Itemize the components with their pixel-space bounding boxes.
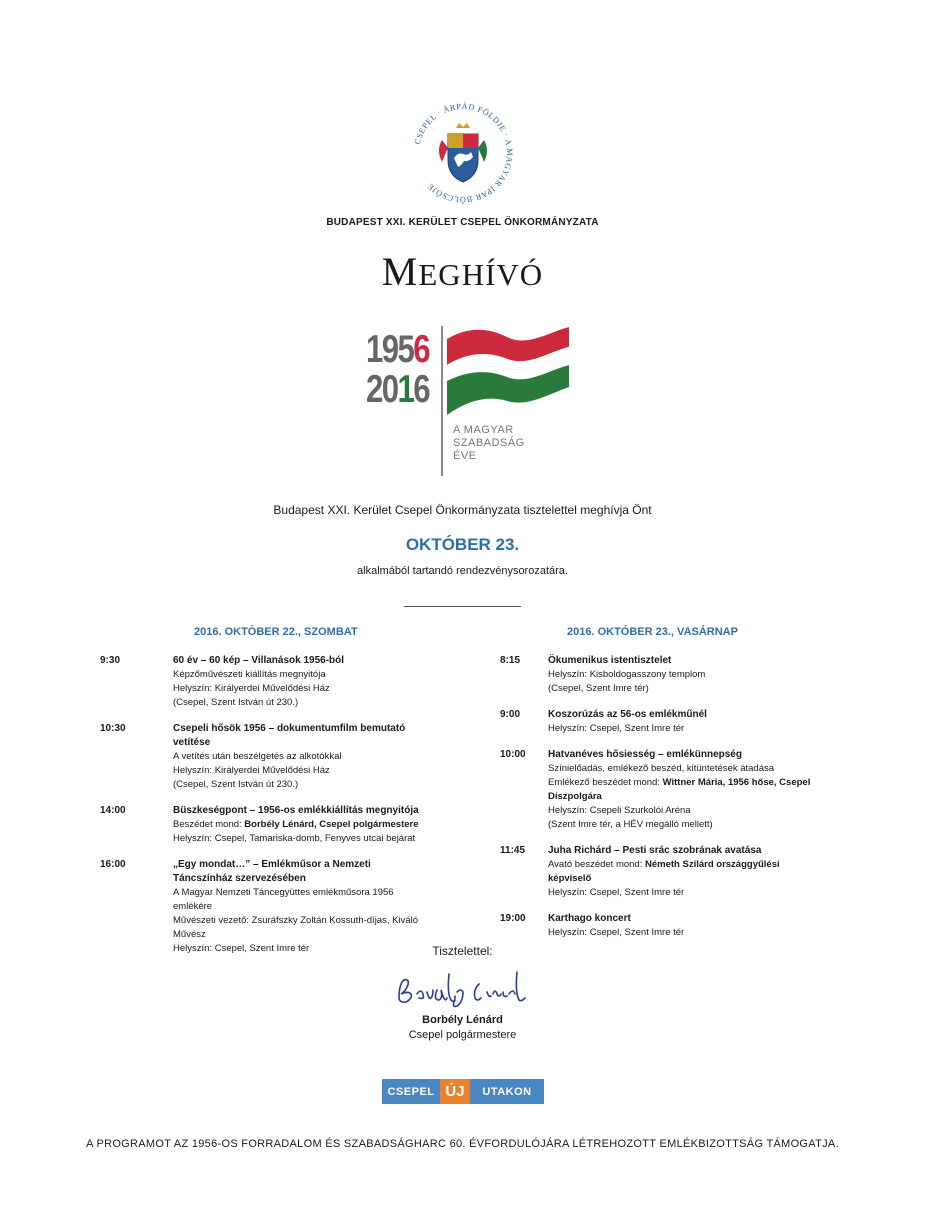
event-time: 10:00: [500, 749, 526, 760]
event-time: 16:00: [100, 859, 126, 870]
schedule-event: [500, 748, 820, 832]
event-detail: Művészeti vezető: Zsuráfszky Zoltán Kossuth-díjas, Kiváló Művész: [173, 915, 418, 940]
event-detail: Avató beszédet mond: Németh Szilárd országgyűlési képviselő: [548, 859, 780, 884]
event-detail: (Csepel, Szent Imre tér): [548, 683, 649, 694]
schedule-event: [500, 912, 820, 940]
event-detail: Helyszín: Csepeli Szurkolói Aréna: [548, 805, 691, 816]
event-title: Csepeli hősök 1956 – dokumentumfilm bemutató vetítése: [173, 723, 406, 748]
signer-role: Csepel polgármestere: [408, 1029, 517, 1041]
signer-name: Borbély Lénárd: [422, 1014, 503, 1026]
organization-name: BUDAPEST XXI. KERÜLET CSEPEL ÖNKORMÁNYZATA: [326, 217, 599, 228]
event-title: Juha Richárd – Pesti srác szobrának avatása: [548, 845, 762, 856]
divider-line: [404, 606, 521, 607]
event-detail: Helyszín: Csepel, Szent Imre tér: [173, 943, 310, 954]
footer-note: A PROGRAMOT AZ 1956-OS FORRADALOM ÉS SZABADSÁGHARC 60. ÉVFORDULÓJÁRA LÉTREHOZOTT EMLÉKBIZOTTSÁG TÁMOGATJA.: [86, 1138, 839, 1150]
day-heading-saturday: 2016. OKTÓBER 22., SZOMBAT: [194, 626, 358, 638]
event-detail: Helyszín: Királyerdei Művelődési Ház: [173, 765, 330, 776]
schedule-sunday: [500, 654, 820, 952]
schedule-event: [100, 858, 420, 956]
logo-divider: [441, 326, 443, 476]
event-detail: Emlékező beszédet mond: Wittner Mária, 1956 hőse, Csepel Díszpolgára: [548, 777, 811, 802]
event-detail: A vetítés után beszélgetés az alkotókkal: [173, 751, 342, 762]
schedule-event: [500, 708, 820, 736]
event-time: 8:15: [500, 655, 521, 666]
day-heading-sunday: 2016. OKTÓBER 23., VASÁRNAP: [567, 626, 738, 638]
schedule-event: [500, 844, 820, 900]
hungarian-flag-graphic: [447, 325, 569, 417]
logo-motto: A MAGYAR SZABADSÁG ÉVE: [453, 424, 525, 462]
schedule-saturday: [100, 654, 420, 968]
event-detail: Helyszín: Csepel, Szent Imre tér: [548, 723, 685, 734]
brand-part-3: UTAKON: [470, 1079, 544, 1104]
event-detail: Képzőművészeti kiállítás megnyitója: [173, 669, 326, 680]
event-detail: Helyszín: Csepel, Szent Imre tér: [548, 927, 685, 938]
event-detail: Helyszín: Csepel, Tamariska-domb, Fenyves utcai bejárat: [173, 833, 416, 844]
schedule-event: [100, 654, 420, 710]
handwritten-signature: [393, 964, 533, 1014]
crest-ring-text: CSEPEL · ÁRPÁD FÖLDJE · A MAGYAR IPAR BÖLCSŐJE: [412, 101, 515, 205]
schedule-event: [100, 722, 420, 792]
page-title: [0, 248, 925, 295]
event-date: OKTÓBER 23.: [405, 535, 520, 554]
event-title: Koszorúzás az 56-os emlékműnél: [548, 709, 707, 720]
event-title: Karthago koncert: [548, 913, 631, 924]
csepel-crest-logo: [408, 98, 518, 208]
event-detail: Helyszín: Csepel, Szent Imre tér: [548, 887, 685, 898]
event-detail: (Csepel, Szent István út 230.): [173, 779, 299, 790]
event-detail: Beszédet mond: Borbély Lénárd, Csepel polgármestere: [173, 819, 419, 830]
event-time: 9:30: [100, 655, 121, 666]
brand-part-2: ÚJ: [440, 1079, 470, 1104]
schedule-event: [500, 654, 820, 696]
event-title: Büszkeségpont – 1956-os emlékkiállítás megnyitója: [173, 805, 419, 816]
event-time: 14:00: [100, 805, 126, 816]
schedule-event: [100, 804, 420, 846]
event-title: Ökumenikus istentisztelet: [548, 655, 672, 666]
event-detail: Színielőadás, emlékező beszéd, kitüntetések átadása: [548, 763, 775, 774]
event-title: 60 év – 60 kép – Villanások 1956-ból: [173, 655, 345, 666]
closing-regards: Tisztelettel:: [432, 944, 493, 958]
csepel-uj-utakon-logo: [382, 1079, 544, 1104]
event-time: 11:45: [500, 845, 526, 856]
event-detail: Helyszín: Kisboldogasszony templom: [548, 669, 706, 680]
title-first-letter: M: [381, 249, 419, 294]
event-title: „Egy mondat…” – Emlékműsor a Nemzeti Táncszínház szervezésében: [173, 859, 371, 884]
event-title: Hatvanéves hősiesség – emlékünnepség: [548, 749, 742, 760]
event-time: 9:00: [500, 709, 521, 720]
invitation-intro: Budapest XXI. Kerület Csepel Önkormányzata tisztelettel meghívja Önt: [273, 503, 652, 517]
event-time: 10:30: [100, 723, 126, 734]
event-detail: (Szent Imre tér, a HÉV megálló mellett): [548, 819, 713, 830]
event-time: 19:00: [500, 913, 526, 924]
event-detail: (Csepel, Szent István út 230.): [173, 697, 299, 708]
title-rest: EGHÍVÓ: [418, 257, 544, 292]
event-detail: Helyszín: Királyerdei Művelődési Ház: [173, 683, 330, 694]
logo-year-1956: 1956: [366, 328, 430, 371]
event-detail: A Magyar Nemzeti Táncegyüttes emlékműsora 1956 emlékére: [173, 887, 394, 912]
occasion-text: alkalmából tartandó rendezvénysorozatára.: [357, 565, 568, 577]
brand-part-1: CSEPEL: [382, 1079, 440, 1104]
logo-year-2016: 2016: [366, 368, 430, 411]
